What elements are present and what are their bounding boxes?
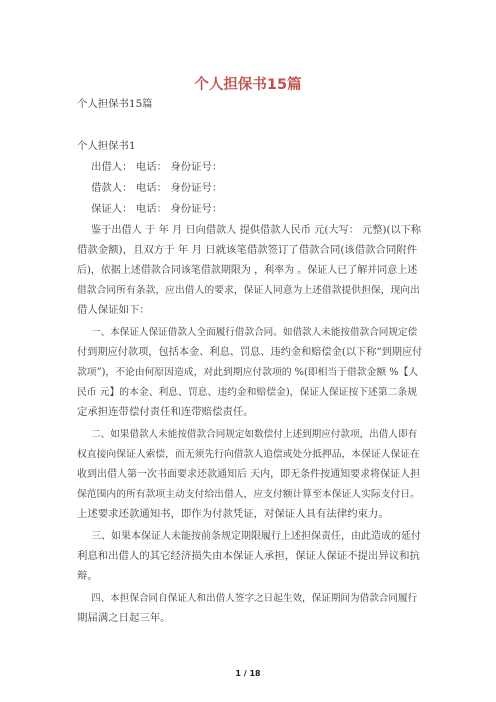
document-subtitle: 个人担保书15篇 (77, 98, 153, 110)
paragraph-line: 期届满之日起三年。 (77, 612, 171, 624)
paragraph-line: 借款合同所有条款，应出借人的要求，保证人同意为上述借款提供担保，现向出 (77, 285, 420, 296)
paragraph-line: 款项”)，不论由何原因造成，对此到期应付款项的 %(即相当于借款金额 %【人 (77, 367, 419, 378)
paragraph-line: 保范围内的所有款项主动支付给出借人，应支付额计算至本保证人实际支付日。 (77, 489, 420, 500)
paragraph-line: 四、本担保合同自保证人和出借人签字之日起生效，保证期间为借款合同履行 (91, 593, 418, 604)
paragraph-line: 上述要求还款通知书，即作为付款凭证，对保证人具有法律约束力。 (77, 508, 389, 520)
paragraph-line: 民币 元】的本金、利息、罚息、违约金和赔偿金)，保证人保证按下述第二条规 (77, 387, 418, 398)
paragraph-line: 后)，依据上述借款合同该笔借款期限为 ，利率为 。保证人已了解并同意上述 (77, 265, 418, 276)
page-indicator: 1 / 18 (235, 669, 261, 678)
party-borrower: 借款人： 电话： 身份证号： (91, 182, 223, 194)
party-guarantor: 保证人： 电话： 身份证号： (91, 203, 223, 215)
paragraph-line: 借款金额)，且双方于 年 月 日就该笔借款签订了借款合同(该借款合同附件 (77, 244, 418, 256)
paragraph-line: 借人保证如下： (77, 304, 150, 316)
document-title: 个人担保书15篇 (194, 77, 302, 93)
paragraph-line: 定承担连带偿付责任和连带赔偿责任。 (77, 406, 254, 418)
party-lender: 出借人： 电话： 身份证号： (91, 161, 223, 173)
paragraph-line: 收到出借人第一次书面要求还款通知后 天内，即无条件按通知要求将保证人担 (77, 469, 421, 480)
paragraph-line: 三、如果本保证人未能按前条规定期限履行上述担保责任，由此造成的延付 (91, 531, 421, 542)
paragraph-line: 付到期应付款项，包括本金、利息、罚息、违约金和赔偿金(以下称“到期应付 (77, 347, 423, 358)
paragraph-line: 利息和出借人的其它经济损失由本保证人承担，保证人保证不提出异议和抗 (77, 550, 420, 562)
section-heading: 个人担保书1 (77, 140, 136, 152)
paragraph-line: 权直接向保证人索偿，而无须先行向借款人追偿或处分抵押品，本保证人保证在 (77, 449, 420, 460)
paragraph-line: 鉴于出借人 于 年 月 日向借款人 提供借款人民币 元(大写： 元整)(以下称 (91, 225, 422, 236)
paragraph-line: 辩。 (77, 570, 98, 582)
paragraph-line: 一、本保证人保证借款人全面履行借款合同。如借款人未能按借款合同规定偿 (91, 327, 418, 338)
paragraph-line: 二、如果借款人未能按借款合同规定如数偿付上述到期应付款项，出借人即有 (91, 429, 418, 440)
